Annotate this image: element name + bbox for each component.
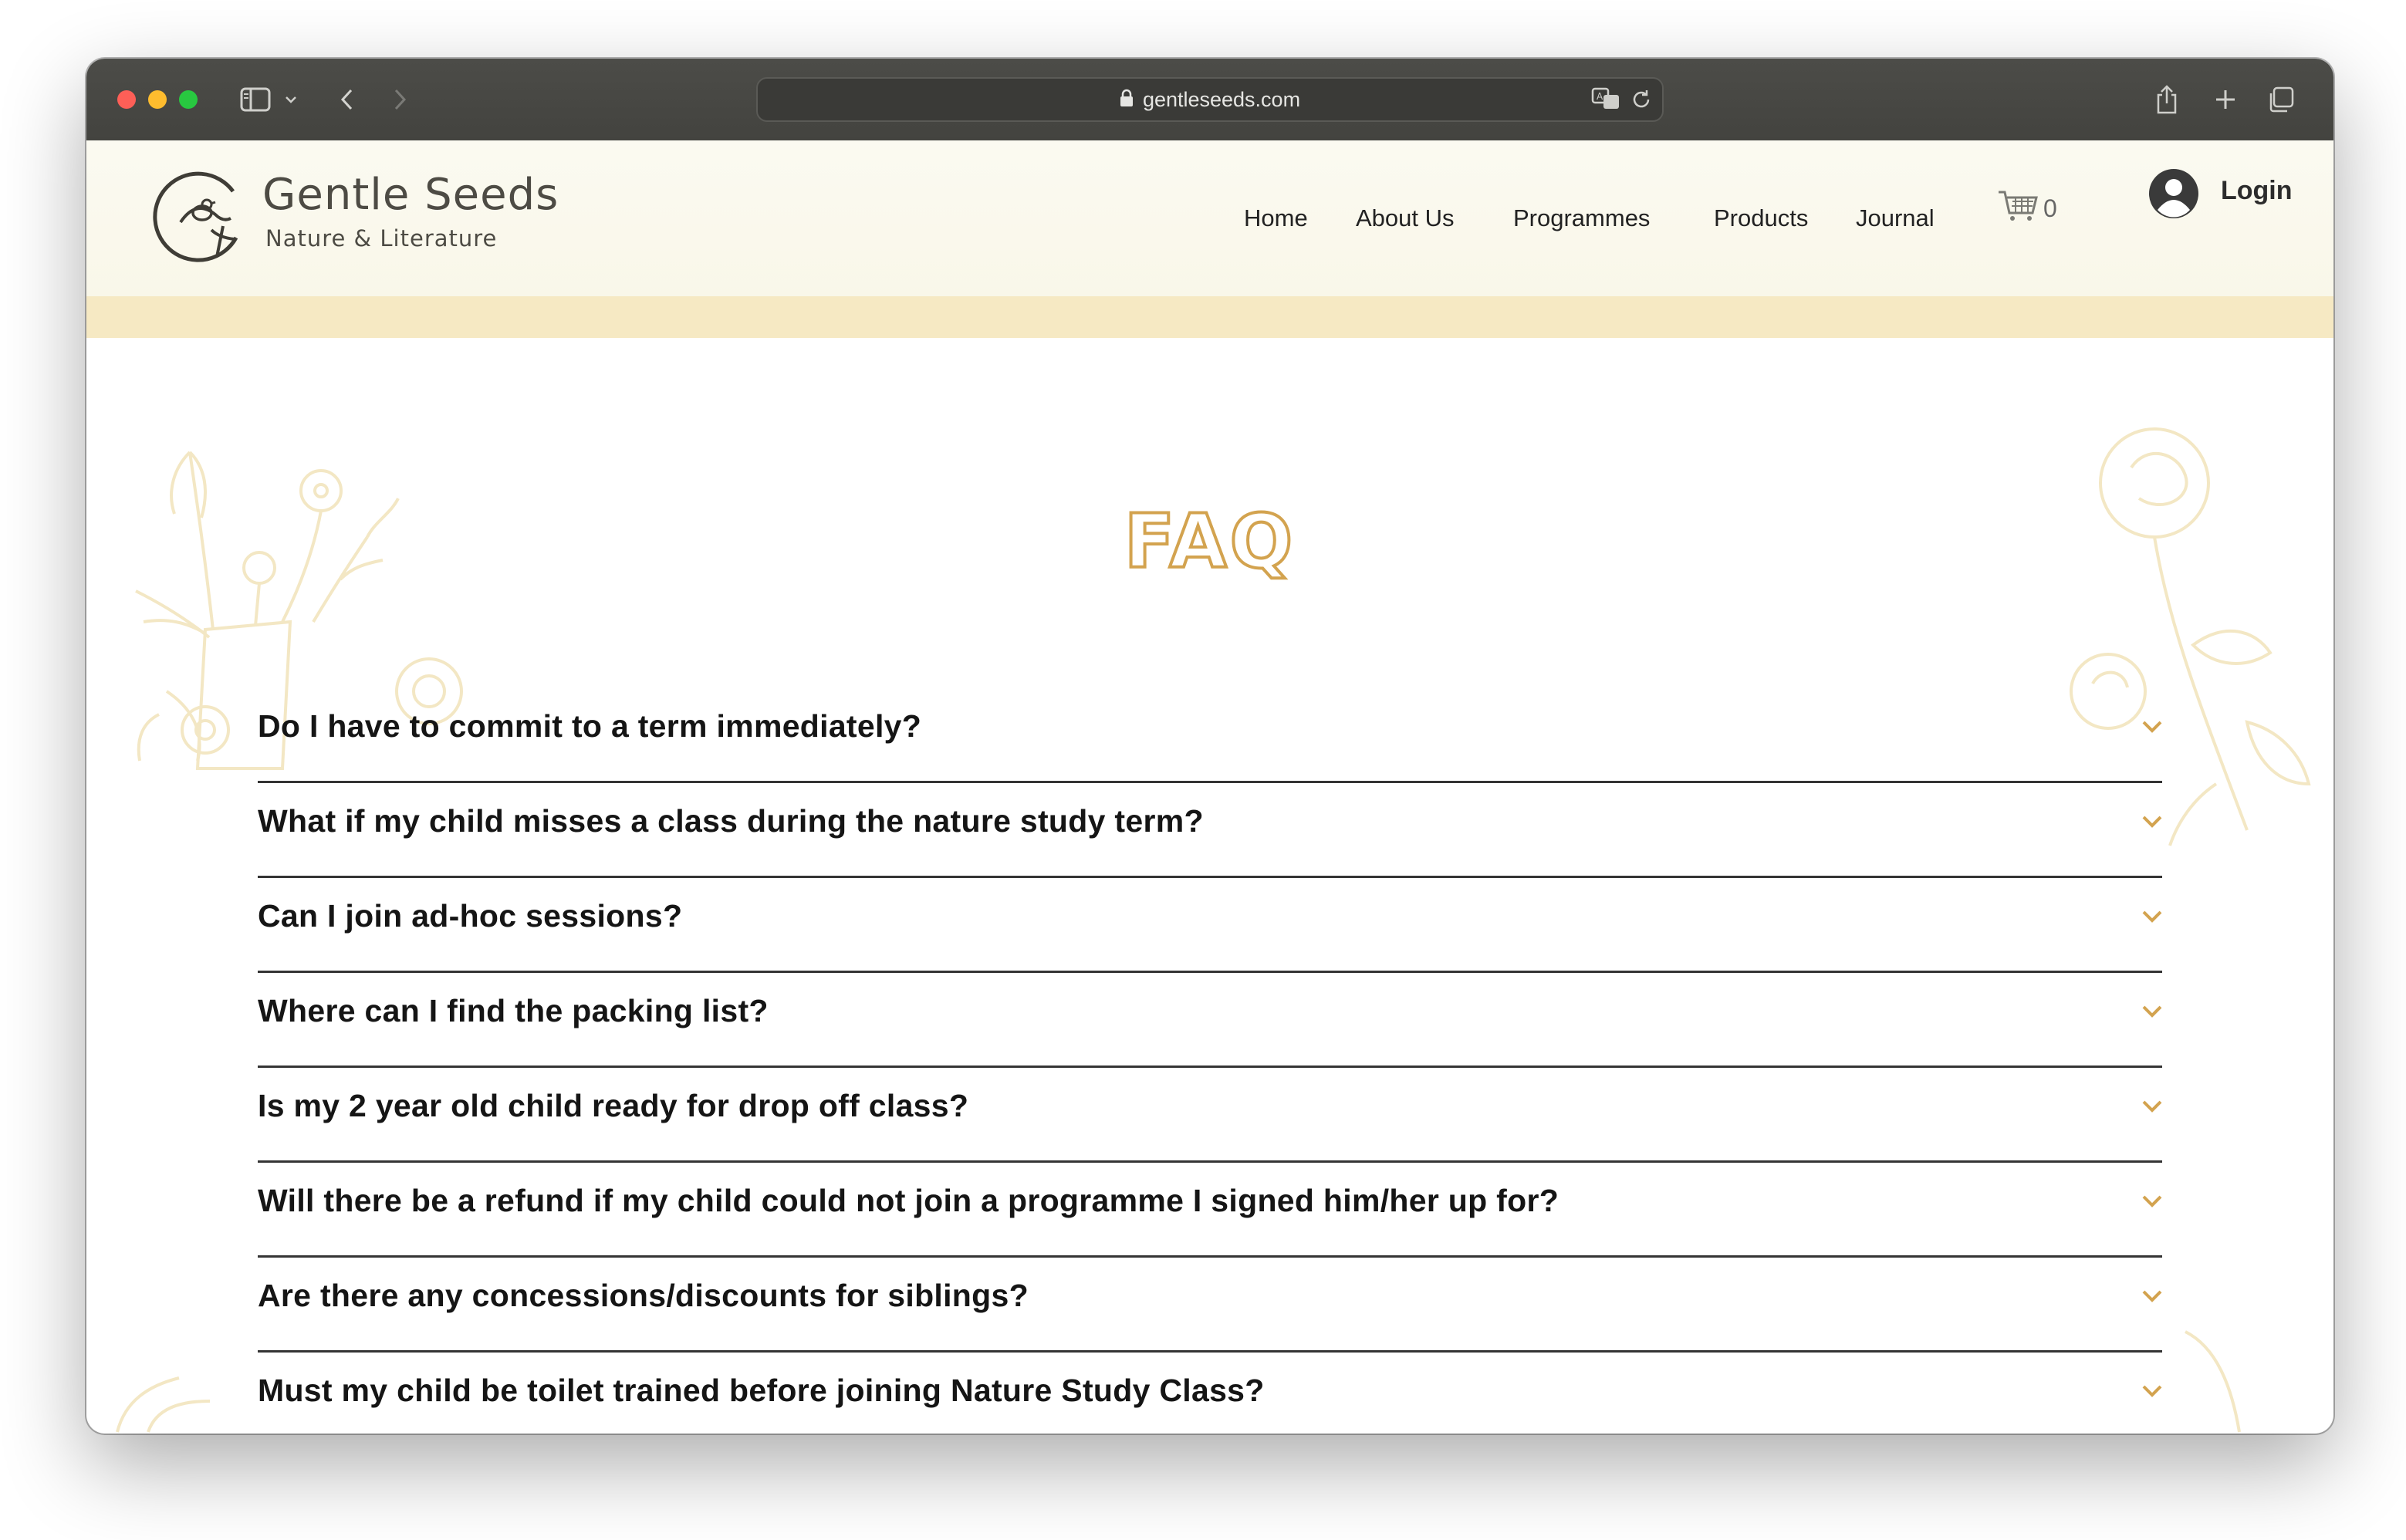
minimize-window-button[interactable] [148,90,167,109]
header-accent-strip [86,296,2333,338]
chevron-down-icon[interactable] [2141,1099,2164,1114]
forward-arrow-icon[interactable] [389,82,412,117]
nav-home[interactable]: Home [1244,204,1308,231]
site-header [86,140,2333,296]
cart-button[interactable] [1997,188,2057,228]
reload-icon[interactable] [1630,88,1653,115]
browser-toolbar [86,59,2333,142]
zoom-window-button[interactable] [179,90,198,109]
browser-window [86,59,2333,1434]
chevron-down-icon[interactable] [2141,1383,2164,1399]
faq-item[interactable] [258,688,2162,783]
faq-item[interactable] [258,1068,2162,1163]
faq-question[interactable]: Do I have to commit to a term immediately? [258,708,922,744]
user-avatar-icon[interactable] [2148,168,2199,219]
share-icon[interactable] [2151,82,2182,117]
brand-tagline: Nature & Literature [265,225,498,252]
floral-decoration-bottom-left-icon [102,1363,225,1434]
faq-title: FAQ [1124,498,1296,585]
faq-question[interactable]: Must my child be toilet trained before joining Nature Study Class? [258,1373,1265,1408]
chevron-down-icon[interactable] [2141,1194,2164,1209]
chevron-down-icon[interactable] [282,82,299,117]
faq-list [258,688,2162,1434]
nav-products[interactable]: Products [1714,204,1809,231]
faq-item[interactable] [258,783,2162,878]
chevron-down-icon[interactable] [2141,814,2164,829]
basket-icon [1997,188,2039,228]
sidebar-toggle-icon[interactable] [238,82,273,117]
brand-name[interactable]: Gentle Seeds [262,170,559,220]
back-arrow-icon[interactable] [335,82,358,117]
faq-question[interactable]: Is my 2 year old child ready for drop off class? [258,1088,969,1123]
url-text: gentleseeds.com [1142,87,1301,111]
translate-icon[interactable] [1591,86,1622,115]
faq-item[interactable] [258,878,2162,973]
lock-icon [1120,89,1134,111]
faq-item[interactable] [258,973,2162,1068]
faq-question[interactable]: What if my child misses a class during the nature study term? [258,803,1204,839]
faq-question[interactable]: Can I join ad-hoc sessions? [258,898,683,934]
new-tab-icon[interactable] [2210,82,2241,117]
tab-overview-icon[interactable] [2266,82,2296,117]
nav-programmes[interactable]: Programmes [1513,204,1651,231]
svg-text:A: A [1597,91,1603,102]
login-link[interactable]: Login [2221,176,2293,205]
nav-journal[interactable]: Journal [1856,204,1935,231]
floral-decoration-bottom-right-icon [2170,1324,2262,1434]
chevron-down-icon[interactable] [2141,1004,2164,1019]
faq-question[interactable]: Are there any concessions/discounts for siblings? [258,1278,1029,1313]
chevron-down-icon[interactable] [2141,719,2164,735]
nav-about-us[interactable]: About Us [1356,204,1455,231]
cart-count: 0 [2043,194,2057,222]
faq-item[interactable] [258,1163,2162,1258]
close-window-button[interactable] [117,90,136,109]
faq-item[interactable] [258,1353,2162,1434]
chevron-down-icon[interactable] [2141,1288,2164,1304]
address-bar[interactable] [756,77,1664,122]
faq-question[interactable]: Will there be a refund if my child could not join a programme I signed him/her up for? [258,1183,1560,1218]
faq-item[interactable] [258,1258,2162,1353]
chevron-down-icon[interactable] [2141,909,2164,924]
faq-question[interactable]: Where can I find the packing list? [258,993,769,1028]
gentle-seeds-logo[interactable] [150,168,250,268]
